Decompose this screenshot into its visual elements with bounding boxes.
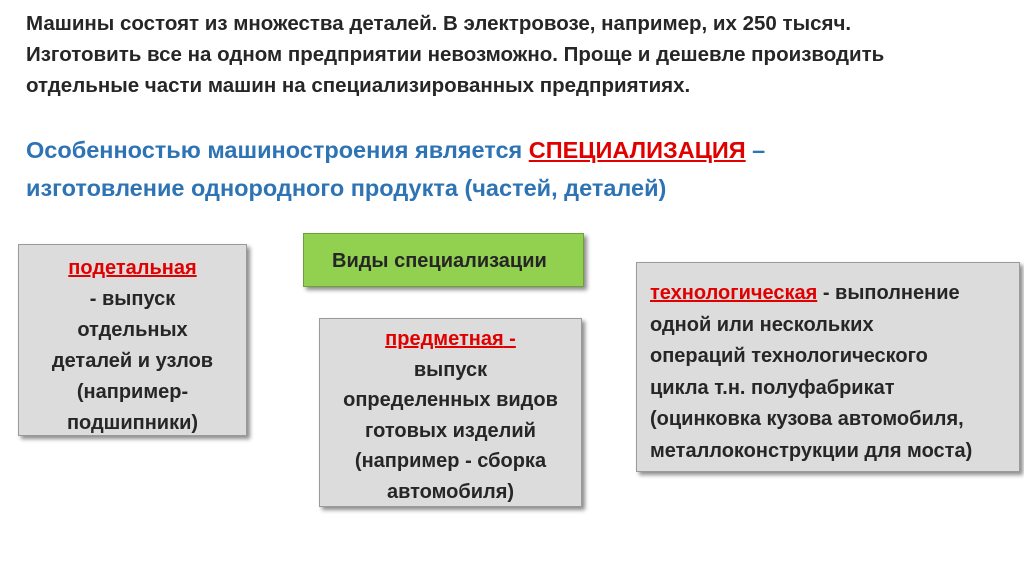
- box-line: цикла т.н. полуфабрикат: [650, 376, 895, 399]
- box-term-line: [320, 324, 581, 355]
- box-term-line: [19, 253, 246, 284]
- intro-line: отдельные части машин на специализированных предприятиях.: [26, 74, 691, 97]
- box-line: одной или нескольких: [650, 313, 874, 336]
- box-term: подетальная: [68, 257, 197, 279]
- box-term-suffix: -: [503, 328, 516, 350]
- headline-line-1: [26, 131, 996, 169]
- box-line: определенных видов: [343, 389, 558, 411]
- intro-paragraph: [26, 8, 996, 101]
- box-line: (оцинковка кузова автомобиля,: [650, 408, 964, 430]
- box-line: - выпуск: [89, 288, 176, 310]
- headline-prefix: Особенностью машиностроения является: [26, 137, 529, 163]
- box-line: выпуск: [413, 358, 488, 381]
- headline: [26, 131, 996, 207]
- box-term-line: [650, 278, 1019, 310]
- detail-specialization-box: [18, 244, 247, 436]
- box-line: операций технологического: [650, 345, 928, 367]
- specialization-types-title: Виды специализации: [303, 233, 584, 287]
- subject-specialization-box: [319, 318, 582, 507]
- box-term: технологическая: [650, 282, 818, 304]
- box-line: металлоконструкции для моста): [650, 439, 973, 462]
- box-line: автомобиля): [386, 480, 515, 503]
- technological-specialization-box: [636, 262, 1020, 472]
- intro-line: Машины состоят из множества деталей. В электровозе, например, их 250 тысяч.: [26, 12, 852, 35]
- box-line: подшипники): [66, 412, 199, 434]
- headline-line-2: изготовление однородного продукта (частей, деталей): [26, 175, 667, 201]
- headline-suffix: –: [745, 137, 766, 163]
- box-line: отдельных: [77, 319, 188, 341]
- box-line: деталей и узлов: [51, 350, 214, 372]
- box-term-rest: - выполнение: [817, 282, 960, 304]
- box-line: (например - сборка: [354, 450, 547, 472]
- box-term: предметная: [385, 328, 504, 350]
- intro-line: Изготовить все на одном предприятии невозможно. Проще и дешевле производить: [26, 43, 885, 66]
- box-line: (например-: [76, 381, 189, 403]
- box-line: готовых изделий: [365, 419, 536, 442]
- headline-accent: СПЕЦИАЛИЗАЦИЯ: [528, 137, 746, 163]
